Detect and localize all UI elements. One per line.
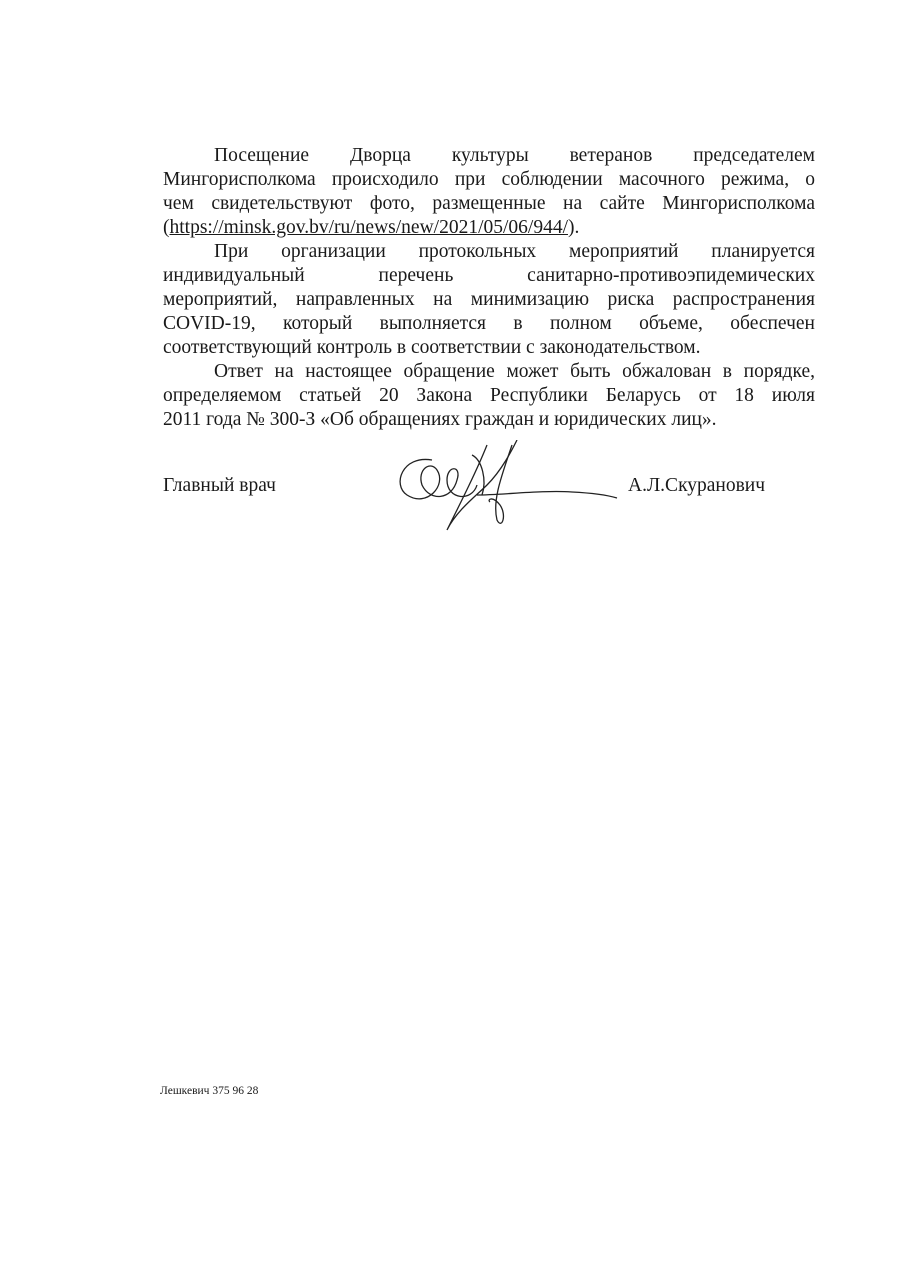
paren-open: (	[163, 217, 170, 238]
text-line: мероприятий, направленных на минимизацию риска распространения	[163, 289, 815, 310]
paren-close: ).	[567, 217, 580, 238]
position-title: Главный врач	[163, 475, 276, 496]
text-line: При организации протокольных мероприятий планируется	[214, 241, 815, 262]
paragraph-3	[163, 360, 815, 432]
text-line: чем свидетельствуют фото, размещенные на сайте Мингорисполкома	[163, 193, 815, 214]
text-line	[163, 216, 815, 240]
paragraph-1	[163, 144, 815, 240]
letter-body	[163, 144, 815, 432]
handwritten-signature	[392, 440, 622, 540]
text-line: индивидуальный перечень санитарно-противоэпидемических	[163, 265, 815, 286]
source-link[interactable]: https://minsk.gov.bv/ru/news/new/2021/05/06/944/	[169, 217, 568, 238]
text-line: Посещение Дворца культуры ветеранов председателем	[214, 145, 815, 166]
text-line: Ответ на настоящее обращение может быть обжалован в порядке,	[214, 361, 815, 382]
text-line: 2011 года № 300-З «Об обращениях граждан и юридических лиц».	[163, 409, 717, 430]
text-line: соответствующий контроль в соответствии с законодательством.	[163, 337, 701, 358]
text-line: COVID-19, который выполняется в полном объеме, обеспечен	[163, 313, 815, 334]
signer-name: А.Л.Скуранович	[628, 475, 766, 496]
executor-contact: Лешкевич 375 96 28	[160, 1085, 259, 1097]
paragraph-2	[163, 240, 815, 360]
text-line: Мингорисполкома происходило при соблюдении масочного режима, о	[163, 169, 815, 190]
text-line: определяемом статьей 20 Закона Республики Беларусь от 18 июля	[163, 385, 815, 406]
